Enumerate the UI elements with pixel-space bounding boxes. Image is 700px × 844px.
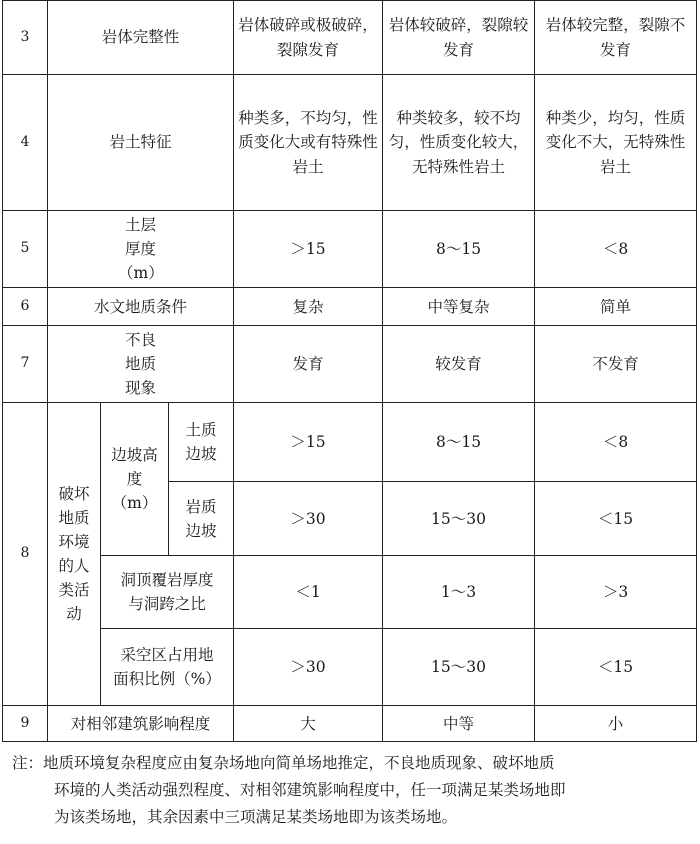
cell-medium: 中等 [383,706,535,742]
footnote-line: 注：地质环境复杂程度应由复杂场地向简单场地推定，不良地质现象、破坏地质 [12,754,555,772]
table-row [3,556,697,629]
cell-simple: ＜15 [535,629,697,706]
table-footnote [12,750,692,831]
footnote-line: 环境的人类活动强烈程度、对相邻建筑影响程度中，任一项满足某类场地即 [54,781,566,800]
table-row [3,211,697,288]
cell-simple: ＜8 [535,211,697,288]
cell-medium: 较发育 [383,326,535,403]
site-complexity-table [2,0,697,742]
footnote-line: 为该类场地，其余因素中三项满足某类场地即为该类场地。 [54,808,458,827]
group-label-human-activity: 破坏地质环境的人类活动 [48,403,101,706]
cell-simple: 小 [535,706,697,742]
cell-medium: 15～30 [383,482,535,556]
slope-height-label: 边坡高度（m） [101,403,169,556]
cell-medium: 中等复杂 [383,288,535,326]
rock-slope-label: 岩质边坡 [169,482,234,556]
row-number: 9 [3,706,48,742]
table-row [3,629,697,706]
cell-complex: 岩体破碎或极破碎，裂隙发育 [234,1,383,75]
cell-simple: ＜15 [535,482,697,556]
cell-complex: ＞30 [234,482,383,556]
table-row [3,75,697,211]
cell-complex: ＞30 [234,629,383,706]
cell-simple: 简单 [535,288,697,326]
soil-slope-label: 土质边坡 [169,403,234,482]
cell-complex: 大 [234,706,383,742]
cell-complex: 种类多，不均匀，性质变化大或有特殊性岩土 [234,75,383,211]
cell-medium: 15～30 [383,629,535,706]
table-row [3,326,697,403]
row-number: 3 [3,1,48,75]
cell-simple: 不发育 [535,326,697,403]
cell-simple: ＞3 [535,556,697,629]
row-label: 水文地质条件 [48,288,234,326]
cell-medium: 8～15 [383,211,535,288]
cell-complex: 复杂 [234,288,383,326]
cell-medium: 1～3 [383,556,535,629]
cell-complex: ＞15 [234,211,383,288]
cell-complex: 发育 [234,326,383,403]
row-label: 岩土特征 [48,75,234,211]
row-number: 6 [3,288,48,326]
table-row [3,288,697,326]
cell-simple: 岩体较完整，裂隙不发育 [535,1,697,75]
cave-ratio-label: 洞顶覆岩厚度与洞跨之比 [101,556,234,629]
cell-simple: 种类少，均匀，性质变化不大，无特殊性岩土 [535,75,697,211]
cell-medium: 岩体较破碎，裂隙较发育 [383,1,535,75]
table-row [3,403,697,482]
row-label: 不良地质现象 [48,326,234,403]
row-label: 岩体完整性 [48,1,234,75]
row-number: 4 [3,75,48,211]
cell-medium: 种类较多，较不均匀，性质变化较大，无特殊性岩土 [383,75,535,211]
mined-area-label: 采空区占用地面积比例（%） [101,629,234,706]
cell-simple: ＜8 [535,403,697,482]
row-label: 对相邻建筑影响程度 [48,706,234,742]
row-number: 8 [3,403,48,706]
row-number: 5 [3,211,48,288]
cell-complex: ＜1 [234,556,383,629]
cell-medium: 8～15 [383,403,535,482]
row-label: 土层厚度（m） [48,211,234,288]
table-row [3,1,697,75]
table-row [3,706,697,742]
row-number: 7 [3,326,48,403]
cell-complex: ＞15 [234,403,383,482]
